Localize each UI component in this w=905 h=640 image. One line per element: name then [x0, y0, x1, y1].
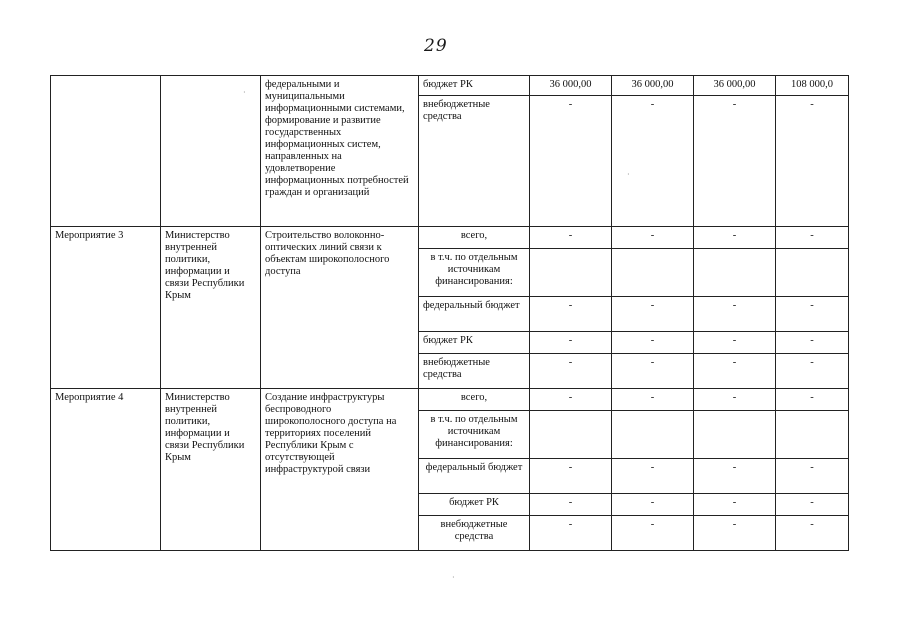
funding-source-label: бюджет РК: [419, 332, 530, 354]
scan-speck: ·: [452, 573, 455, 582]
value-cell-3: -: [694, 332, 776, 354]
value-cell-1: -: [530, 389, 612, 411]
value-cell-2: -: [612, 459, 694, 494]
total-cell: -: [776, 332, 849, 354]
funding-source-label: бюджет РК: [419, 76, 530, 96]
value-cell-1: -: [530, 459, 612, 494]
value-cell-3: -: [694, 297, 776, 332]
value-cell-1: 36 000,00: [530, 76, 612, 96]
measure-cell: [51, 76, 161, 227]
funding-source-label: всего,: [419, 227, 530, 249]
description-cell: Строительство волоконно-оптических линий связи к объектам широкополосного доступа: [261, 227, 419, 389]
value-cell-1: -: [530, 494, 612, 516]
value-cell-3: -: [694, 459, 776, 494]
page-number: 29: [424, 36, 448, 56]
value-cell-3: [694, 249, 776, 297]
value-cell-1: [530, 411, 612, 459]
total-cell: -: [776, 354, 849, 389]
funding-source-label: федеральный бюджет: [419, 297, 530, 332]
value-cell-1: -: [530, 227, 612, 249]
total-cell: -: [776, 389, 849, 411]
funding-source-label: внебюджетные средства: [419, 96, 530, 227]
executor-cell: Министерство внутренней политики, информации и связи Республики Крым: [161, 389, 261, 551]
value-cell-2: -: [612, 297, 694, 332]
value-cell-2: [612, 249, 694, 297]
scan-speck: ·: [243, 88, 246, 97]
value-cell-3: -: [694, 389, 776, 411]
value-cell-1: [530, 249, 612, 297]
funding-source-label: всего,: [419, 389, 530, 411]
value-cell-3: 36 000,00: [694, 76, 776, 96]
value-cell-3: -: [694, 516, 776, 551]
total-cell: -: [776, 96, 849, 227]
value-cell-3: [694, 411, 776, 459]
value-cell-2: -: [612, 494, 694, 516]
value-cell-2: -: [612, 354, 694, 389]
executor-cell: Министерство внутренней политики, информации и связи Республики Крым: [161, 227, 261, 389]
total-cell: -: [776, 297, 849, 332]
funding-source-label: бюджет РК: [419, 494, 530, 516]
total-cell: -: [776, 227, 849, 249]
value-cell-2: [612, 411, 694, 459]
value-cell-2: -: [612, 332, 694, 354]
value-cell-3: -: [694, 354, 776, 389]
funding-table: [50, 75, 849, 551]
value-cell-1: -: [530, 297, 612, 332]
value-cell-2: -: [612, 389, 694, 411]
table-row: [51, 76, 849, 96]
value-cell-3: -: [694, 96, 776, 227]
value-cell-1: -: [530, 332, 612, 354]
description-cell: федеральными и муниципальными информационными системами, формирование и развитие государственных информационных систем, направленных на удовлетворение информационных потребностей граждан и организаций: [261, 76, 419, 227]
total-cell: 108 000,0: [776, 76, 849, 96]
value-cell-2: -: [612, 227, 694, 249]
value-cell-1: -: [530, 516, 612, 551]
funding-source-label: федеральный бюджет: [419, 459, 530, 494]
measure-cell: Мероприятие 4: [51, 389, 161, 551]
funding-source-label: внебюджетные средства: [419, 354, 530, 389]
funding-source-label: внебюджетные средства: [419, 516, 530, 551]
total-cell: [776, 249, 849, 297]
value-cell-1: -: [530, 354, 612, 389]
total-cell: [776, 411, 849, 459]
value-cell-2: -: [612, 516, 694, 551]
value-cell-2: 36 000,00: [612, 76, 694, 96]
funding-source-label: в т.ч. по отдельным источникам финансирования:: [419, 249, 530, 297]
value-cell-3: -: [694, 227, 776, 249]
table-row: [51, 227, 849, 249]
total-cell: -: [776, 459, 849, 494]
measure-cell: Мероприятие 3: [51, 227, 161, 389]
total-cell: -: [776, 516, 849, 551]
funding-source-label: в т.ч. по отдельным источникам финансирования:: [419, 411, 530, 459]
table-row: [51, 389, 849, 411]
value-cell-3: -: [694, 494, 776, 516]
value-cell-1: -: [530, 96, 612, 227]
value-cell-2: -: [612, 96, 694, 227]
total-cell: -: [776, 494, 849, 516]
executor-cell: [161, 76, 261, 227]
description-cell: Создание инфраструктуры беспроводного широкополосного доступа на территориях поселений Республики Крым с отсутствующей инфраструктурой связи: [261, 389, 419, 551]
scan-speck: ·: [627, 170, 630, 179]
